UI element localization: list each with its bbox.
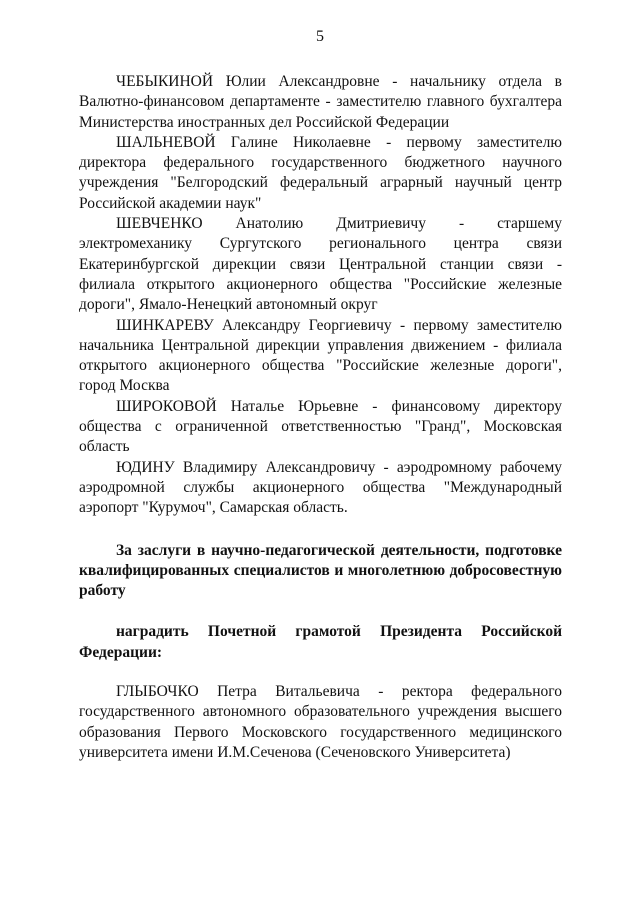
recipient-entry: ШИНКАРЕВУ Александру Георгиевичу - первому заместителю начальника Центральной дирекции управления движением - филиала открытого акционерного общества "Российские железные дороги", город Москва — [79, 316, 562, 395]
page-number: 5 — [316, 28, 324, 45]
section-spacer — [79, 519, 562, 541]
document-body — [79, 72, 562, 763]
section-spacer — [79, 663, 562, 682]
recipient-entry: ШЕВЧЕНКО Анатолию Дмитриевичу - старшему электромеханику Сургутского регионального центра связи Екатеринбургской дирекции связи Центральной станции связи - филиала открытого акционерного общества "Российские железные дороги", Ямало-Ненецкий автономный округ — [79, 215, 562, 314]
merit-heading: За заслуги в научно-педагогической деятельности, подготовке квалифицированных специалистов и многолетнюю добросовестную работу — [79, 541, 562, 600]
section-spacer — [79, 601, 562, 622]
award-heading: наградить Почетной грамотой Президента Российской Федерации: — [79, 623, 562, 661]
recipient-entry: ГЛЫБОЧКО Петра Витальевича - ректора федерального государственного автономного образовательного учреждения высшего образования Первого Московского государственного медицинского университета имени И.М.Сеченова (Сеченовского Университета) — [79, 683, 562, 761]
recipient-entry: ШАЛЬНЕВОЙ Галине Николаевне - первому заместителю директора федерального государственного бюджетного научного учреждения "Белгородский федеральный аграрный научный центр Российской академии наук" — [79, 133, 562, 212]
recipient-entry: ЮДИНУ Владимиру Александровичу - аэродромному рабочему аэродромной службы акционерного общества "Международный аэропорт "Курумоч", Самарская область. — [79, 458, 562, 517]
recipient-entry: ЧЕБЫКИНОЙ Юлии Александровне - начальнику отдела в Валютно-финансовом департаменте - заместителю главного бухгалтера Министерства иностранных дел Российской Федерации — [79, 73, 562, 131]
recipient-entry: ШИРОКОВОЙ Наталье Юрьевне - финансовому директору общества с ограниченной ответственностью "Гранд", Московская область — [79, 397, 562, 456]
